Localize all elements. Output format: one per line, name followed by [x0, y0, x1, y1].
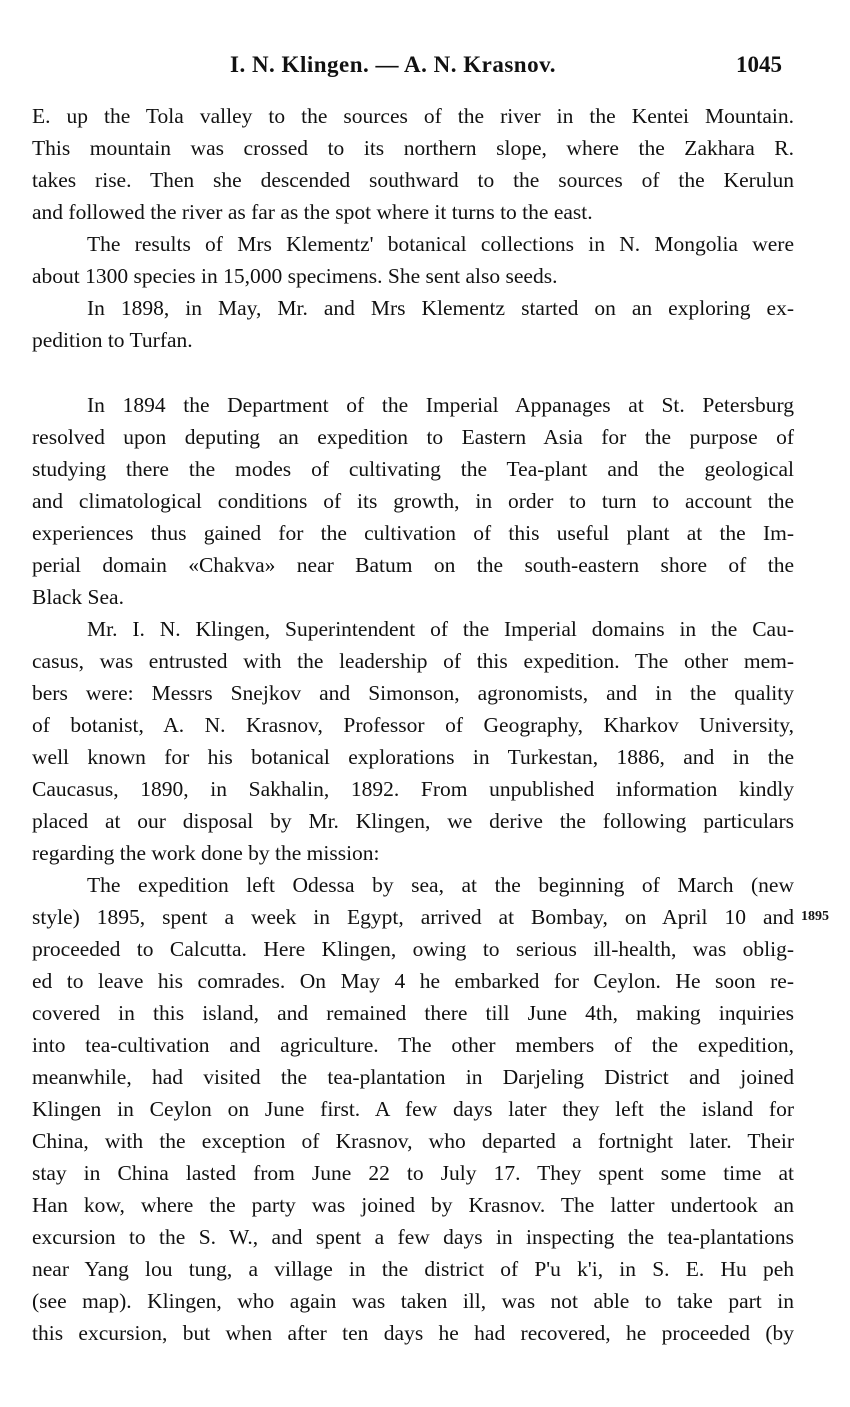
- text-line: excursion to the S. W., and spent a few days in inspecting the tea-plantations: [32, 1225, 794, 1249]
- text-line: stay in China lasted from June 22 to July 17. They spent some time at: [32, 1161, 794, 1185]
- running-header: I. N. Klingen. — A. N. Krasnov.: [230, 52, 557, 77]
- text-line: of botanist, A. N. Krasnov, Professor of Geography, Kharkov University,: [32, 713, 794, 737]
- text-line: (see map). Klingen, who again was taken ill, was not able to take part in: [32, 1289, 794, 1313]
- text-line: regarding the work done by the mission:: [32, 841, 380, 865]
- text-line: In 1898, in May, Mr. and Mrs Klementz started on an exploring ex-: [87, 296, 794, 320]
- text-line: China, with the exception of Krasnov, who departed a fortnight later. Their: [32, 1129, 794, 1153]
- text-line: The results of Mrs Klementz' botanical collections in N. Mongolia were: [87, 232, 794, 256]
- text-line: Black Sea.: [32, 585, 124, 609]
- text-line: takes rise. Then she descended southward to the sources of the Kerulun: [32, 168, 794, 192]
- text-line: Caucasus, 1890, in Sakhalin, 1892. From unpublished information kindly: [32, 777, 794, 801]
- text-line: near Yang lou tung, a village in the district of P'u k'i, in S. E. Hu peh: [32, 1257, 794, 1281]
- text-line: proceeded to Calcutta. Here Klingen, owing to serious ill-health, was oblig-: [32, 937, 794, 961]
- text-line: E. up the Tola valley to the sources of the river in the Kentei Mountain.: [32, 104, 794, 128]
- text-line: meanwhile, had visited the tea-plantation in Darjeling District and joined: [32, 1065, 794, 1089]
- page-number: 1045: [736, 52, 782, 77]
- text-line: into tea-cultivation and agriculture. The other members of the expedition,: [32, 1033, 794, 1057]
- text-line: and followed the river as far as the spot where it turns to the east.: [32, 200, 593, 224]
- text-line: and climatological conditions of its growth, in order to turn to account the: [32, 489, 794, 513]
- text-line: studying there the modes of cultivating the Tea-plant and the geological: [32, 457, 794, 481]
- text-line: about 1300 species in 15,000 specimens. She sent also seeds.: [32, 264, 558, 288]
- text-line: experiences thus gained for the cultivation of this useful plant at the Im-: [32, 521, 794, 545]
- text-line: ed to leave his comrades. On May 4 he embarked for Ceylon. He soon re-: [32, 969, 794, 993]
- text-line: This mountain was crossed to its northern slope, where the Zakhara R.: [32, 136, 794, 160]
- text-line: Klingen in Ceylon on June first. A few days later they left the island for: [32, 1097, 794, 1121]
- text-line: well known for his botanical explorations in Turkestan, 1886, and in the: [32, 745, 794, 769]
- text-line: casus, was entrusted with the leadership of this expedition. The other mem-: [32, 649, 794, 673]
- text-line: covered in this island, and remained there till June 4th, making inquiries: [32, 1001, 794, 1025]
- text-line: The expedition left Odessa by sea, at the beginning of March (new: [87, 873, 794, 897]
- text-line: pedition to Turfan.: [32, 328, 193, 352]
- text-line: perial domain «Chakva» near Batum on the south-eastern shore of the: [32, 553, 794, 577]
- text-line: this excursion, but when after ten days he had recovered, he proceeded (by: [32, 1321, 794, 1345]
- text-line: bers were: Messrs Snejkov and Simonson, agronomists, and in the quality: [32, 681, 794, 705]
- text-line: resolved upon deputing an expedition to Eastern Asia for the purpose of: [32, 425, 794, 449]
- text-line: Han kow, where the party was joined by Krasnov. The latter undertook an: [32, 1193, 794, 1217]
- margin-year-note: 1895: [801, 909, 829, 924]
- text-line: placed at our disposal by Mr. Klingen, we derive the following particulars: [32, 809, 794, 833]
- text-line: In 1894 the Department of the Imperial Appanages at St. Petersburg: [87, 393, 794, 417]
- text-line: style) 1895, spent a week in Egypt, arrived at Bombay, on April 10 and: [32, 905, 794, 929]
- text-line: Mr. I. N. Klingen, Superintendent of the Imperial domains in the Cau-: [87, 617, 794, 641]
